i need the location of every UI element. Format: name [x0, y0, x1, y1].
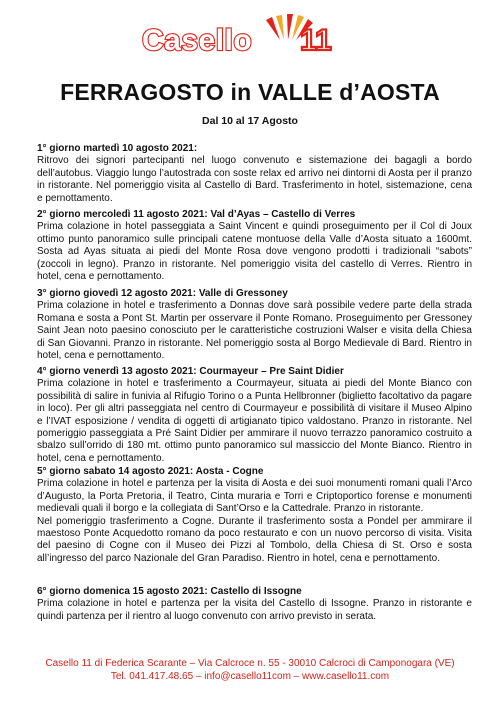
day-2-text: Prima colazione in hotel passeggiata a Saint Vincent e quindi proseguimento per il Col di Joux ottimo punto panoramico sulle principali catene montuose della Valle d’Aosta situato a 1600mt. Sosta ad Ayas situata ai piedi del Monte Rosa dove vengono prodotti i tradizionali “sabots” (zoccoli in legno). Pranzo in ristorante. Nel pomeriggio visita del castello di Verres. Rientro in hotel, cena e pernottamento. [37, 221, 472, 283]
footer [0, 658, 500, 683]
day-6 [37, 586, 472, 623]
day-1-title: 1° giorno martedì 10 agosto 2021: [37, 143, 198, 154]
day-1-text: Ritrovo dei signori partecipanti nel luogo convenuto e sistemazione dei bagagli a bordo dell’autobus. Viaggio lungo l’autostrada con soste relax ed arrivo nei dintorni di Aosta per il pranzo in ristorante. Nel pomeriggio visita al Castello di Bard. Trasferimento in hotel, sistemazione, cena e pernottamento. [37, 155, 472, 204]
day-2 [37, 209, 472, 283]
day-2-title: 2° giorno mercoledì 11 agosto 2021: Val d’Ayas – Castello di Verres [37, 209, 356, 220]
date-range: Dal 10 al 17 Agosto [202, 115, 298, 127]
day-4 [37, 366, 472, 465]
day-5-title: 5° giorno sabato 14 agosto 2021: Aosta - Cogne [37, 466, 264, 477]
day-6-title: 6° giorno domenica 15 agosto 2021: Castello di Issogne [37, 586, 302, 597]
logo-wordmark: Casello [142, 24, 253, 57]
day-1 [37, 143, 472, 205]
day-5 [37, 466, 472, 565]
day-5-text: Prima colazione in hotel e partenza per la visita di Aosta e dei suoi monumenti romani quali l’Arco d’Augusto, la Porta Pretoria, il Teatro, Cinta muraria e Torri e Criptoportico forense e monumenti medievali quali il borgo e la collegiata di Sant’Orso e la Cattedrale. Pranzo in ristorante. [37, 478, 472, 515]
logo-number: 11 [300, 24, 332, 57]
footer-address: Casello 11 di Federica Scarante – Via Calcroce n. 55 - 30010 Calcroci di Camponogara (VE) [45, 658, 455, 669]
day-3-title: 3° giorno giovedì 12 agosto 2021: Valle di Gressoney [37, 288, 288, 299]
day-6-text: Prima colazione in hotel e partenza per la visita del Castello di Issogne. Pranzo in ristorante e quindi partenza per il rientro al luogo convenuto con arrivo previsto in serata. [37, 598, 472, 622]
footer-contacts: Tel. 041.417.48.65 – info@casello11com – www.casello11.com [110, 670, 390, 682]
page-title: FERRAGOSTO in VALLE d’AOSTA [60, 79, 440, 105]
company-logo [142, 14, 364, 68]
day-3 [37, 288, 472, 362]
day-3-text: Prima colazione in hotel e trasferimento a Donnas dove sarà possibile vedere parte della strada Romana e sosta a Pont St. Martin per osservare il Ponte Romano. Proseguimento per Gressoney Saint Jean noto paesino conosciuto per le caratteristiche costruzioni Walser e visita della Chiesa di San Giovanni. Pranzo in ristorante. Nel pomeriggio sosta al Borgo Medievale di Bard. Rientro in hotel, cena e pernottamento. [37, 300, 472, 362]
day-5-text-2: Nel pomeriggio trasferimento a Cogne. Durante il trasferimento sosta a Pondel per ammirare il maestoso Ponte Acquedotto romano da poco restaurato e con un nuovo percorso di visita. Visita del paesino di Cogne con il Museo dei Pizzi al Tombolo, della Chiesa di St. Orso e sosta all’ingresso del parco Nazionale del Gran Paradiso. Rientro in hotel, cena e pernottamento. [37, 515, 472, 564]
day-4-text: Prima colazione in hotel e trasferimento a Courmayeur, situata ai piedi del Monte Bianco con possibilità di salire in funivia al Rifugio Torino o a Punta Hellbronner (biglietto facoltativo da pagare in loco). Per gli altri passeggiata nel centro di Courmayeur e possibilità di visitare il Museo Alpino e l’IVAT esposizione / vendita di oggetti di artigianato tipico valdostano. Pranzo in ristorante. Nel pomeriggio passeggiata a Pré Saint Didier per ammirare il nuovo terrazzo panoramico costruito a sbalzo sull’orrido di 180 mt. ottimo punto panoramico sul massiccio del Monte Bianco. Rientro in hotel, cena e pernottamento. [37, 378, 472, 464]
day-4-title: 4° giorno venerdì 13 agosto 2021: Courmayeur – Pre Saint Didier [37, 366, 344, 377]
